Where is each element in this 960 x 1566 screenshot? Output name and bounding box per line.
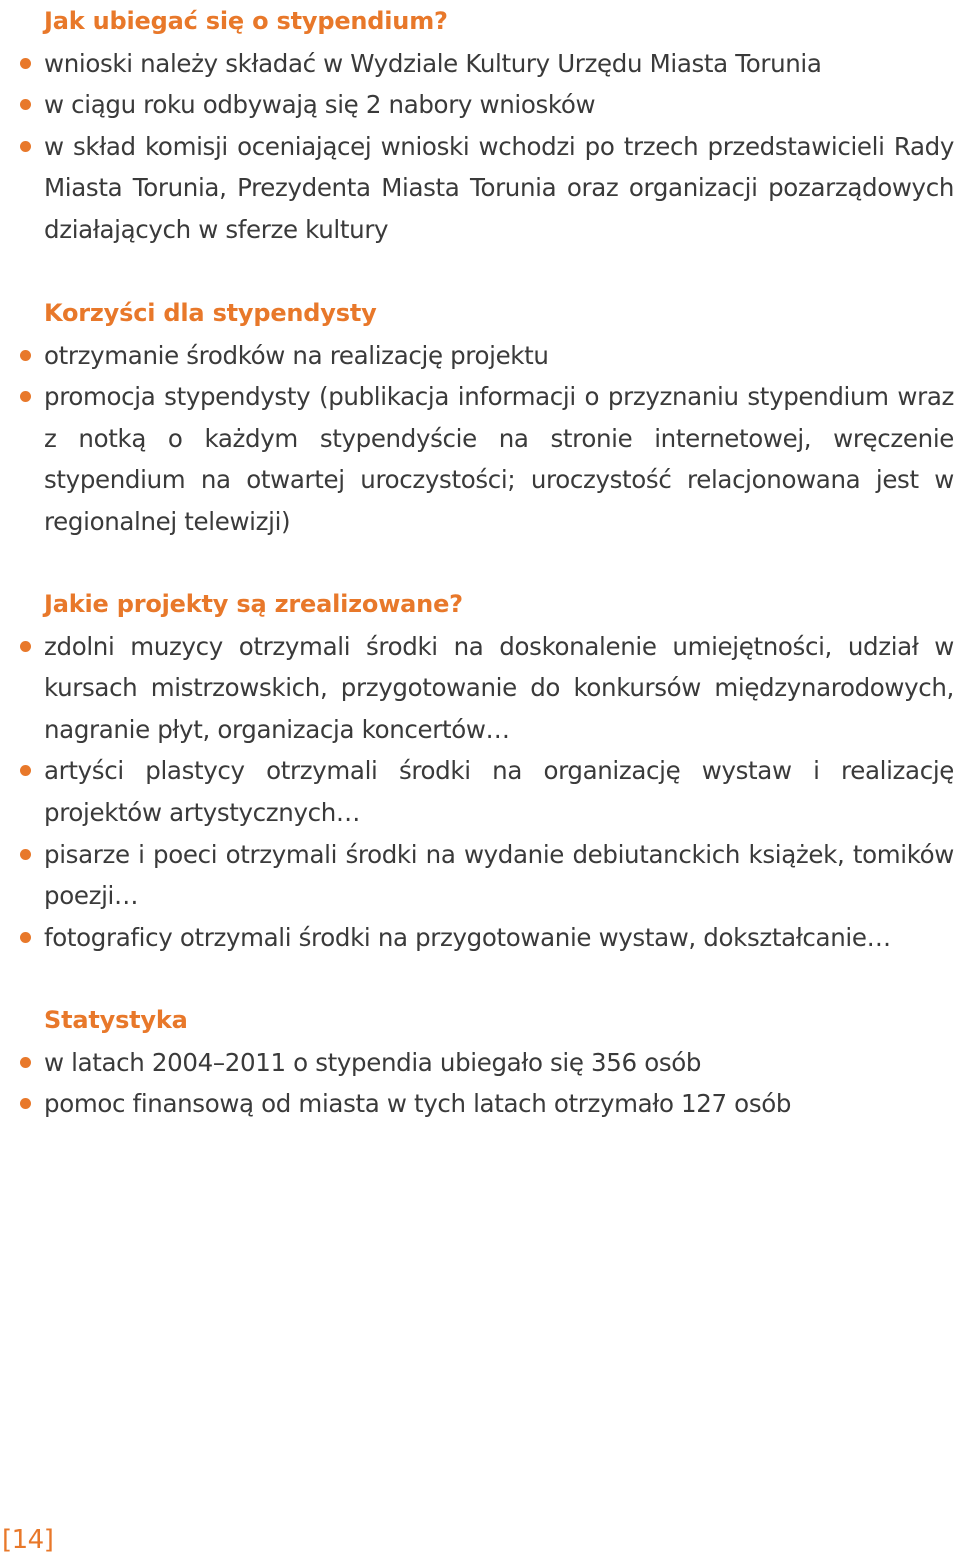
bullet-list-application <box>44 43 954 251</box>
list-item-text: artyści plastycy otrzymali środki na organizację wystaw i realizację projektów artystycznych… <box>44 756 954 827</box>
list-item <box>44 126 954 251</box>
list-item <box>44 917 954 959</box>
list-item <box>44 626 954 751</box>
list-item-text: w skład komisji oceniającej wnioski wchodzi po trzech przedstawicieli Rady Miasta Torunia, Prezydenta Miasta Torunia oraz organizacji pozarządowych działających w sferze kultury <box>44 131 954 244</box>
bullet-icon <box>20 141 31 152</box>
section-statistics <box>44 1000 954 1125</box>
bullet-icon <box>20 849 31 860</box>
list-item <box>44 43 954 85</box>
list-item-text: zdolni muzycy otrzymali środki na doskonalenie umiejętności, udział w kursach mistrzowskich, przygotowanie do konkursów międzynarodowych, nagranie płyt, organizacja koncertów… <box>44 631 954 744</box>
section-heading-statistics: Statystyka <box>44 1006 188 1034</box>
list-item-text: otrzymanie środków na realizację projektu <box>44 340 549 370</box>
bullet-icon <box>20 1098 31 1109</box>
bullet-icon <box>20 58 31 69</box>
list-item <box>44 376 954 542</box>
bullet-icon <box>20 350 31 361</box>
list-item-text: fotograficy otrzymali środki na przygotowanie wystaw, dokształcanie… <box>44 922 891 952</box>
bullet-list-statistics <box>44 1042 954 1125</box>
list-item <box>44 750 954 833</box>
list-item <box>44 1042 954 1084</box>
section-heading-benefits: Korzyści dla stypendysty <box>44 299 377 327</box>
bullet-icon <box>20 641 31 652</box>
bullet-icon <box>20 932 31 943</box>
list-item-text: pisarze i poeci otrzymali środki na wydanie debiutanckich książek, tomików poezji… <box>44 839 954 911</box>
list-item <box>44 84 954 126</box>
section-application <box>44 1 954 251</box>
bullet-list-benefits <box>44 335 954 543</box>
section-benefits <box>44 293 954 543</box>
list-item-text: w ciągu roku odbywają się 2 nabory wniosków <box>44 90 596 120</box>
list-item <box>44 834 954 917</box>
bullet-icon <box>20 391 31 402</box>
bullet-icon <box>20 765 31 776</box>
list-item-text: pomoc finansową od miasta w tych latach otrzymało 127 osób <box>44 1089 792 1119</box>
list-item-text: w latach 2004–2011 o stypendia ubiegało się 356 osób <box>44 1047 702 1077</box>
list-item <box>44 335 954 377</box>
list-item-text: wnioski należy składać w Wydziale Kultury Urzędu Miasta Torunia <box>44 48 822 78</box>
bullet-icon <box>20 99 31 110</box>
page-number: [14] <box>2 1525 54 1555</box>
section-heading-application: Jak ubiegać się o stypendium? <box>44 7 448 35</box>
list-item-text: promocja stypendysty (publikacja informacji o przyznaniu stypendium wraz z notką o każdym stypendyście na stronie internetowej, wręczenie stypendium na otwartej uroczystości; uroczystość relacjonowana jest w regionalnej telewizji) <box>44 382 954 536</box>
section-heading-projects: Jakie projekty są zrealizowane? <box>44 590 463 618</box>
bullet-list-projects <box>44 626 954 959</box>
bullet-icon <box>20 1057 31 1068</box>
list-item <box>44 1083 954 1125</box>
section-projects <box>44 584 954 958</box>
